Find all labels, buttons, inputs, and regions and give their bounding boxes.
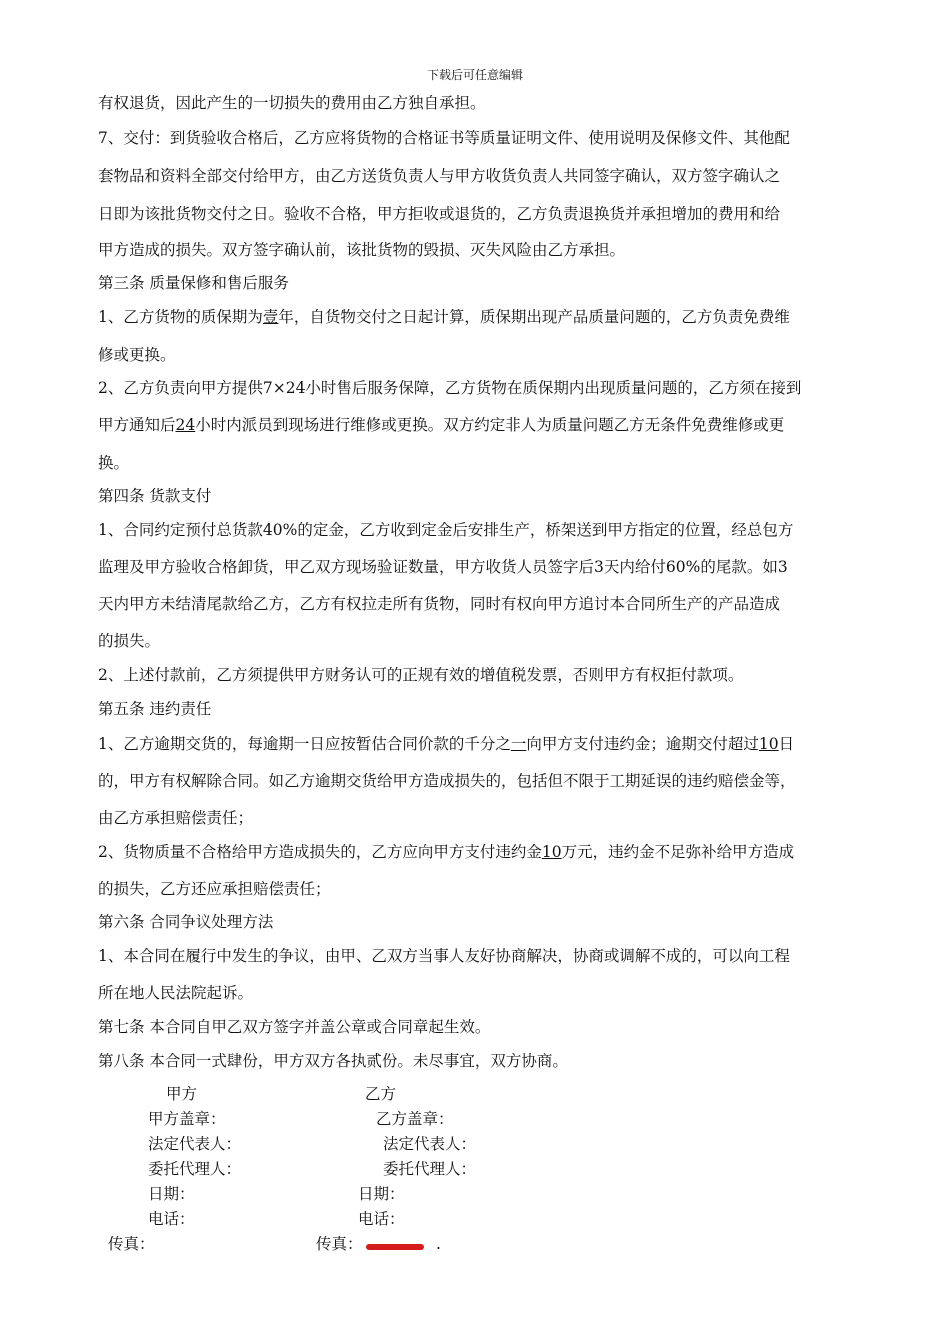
text-line: 2、乙方负责向甲方提供7×24小时售后服务保障，乙方货物在质保期内出现质量问题的，乙方须在接到: [98, 379, 802, 397]
text-line: 2、货物质量不合格给甲方造成损失的，乙方应向甲方支付违约金10万元，违约金不足弥补给甲方造成: [98, 843, 795, 861]
party-a-agent: 委托代理人：: [148, 1160, 242, 1178]
text-line: 1、本合同在履行中发生的争议，由甲、乙双方当事人友好协商解决，协商或调解不成的，可以向工程: [98, 947, 790, 965]
text-line: 的损失，乙方还应承担赔偿责任；: [98, 880, 331, 898]
party-a-label: 甲方: [166, 1085, 198, 1103]
text-line: 1、乙方逾期交货的，每逾期一日应按暂估合同价款的千分之一向甲方支付违约金；逾期交付超过10日: [98, 735, 795, 753]
redaction-mark: [366, 1244, 424, 1250]
text-line: 所在地人民法院起诉。: [98, 984, 254, 1002]
party-b-seal: 乙方盖章：: [376, 1110, 454, 1128]
underlined-value: 10: [758, 735, 779, 753]
section-heading: 第三条 质量保修和售后服务: [98, 274, 289, 292]
party-b-fax: 传真：: [316, 1235, 363, 1253]
section-heading: 第五条 违约责任: [98, 700, 212, 718]
party-a-fax: 传真：: [108, 1235, 155, 1253]
text-line: 甲方通知后24小时内派员到现场进行维修或更换。双方约定非人为质量问题乙方无条件免费维修或更: [98, 416, 785, 434]
text-line: 甲方造成的损失。双方签字确认前，该批货物的毁损、灭失风险由乙方承担。: [98, 241, 626, 259]
text-line: 第八条 本合同一式肆份，甲方双方各执贰份。未尽事宜，双方协商。: [98, 1052, 568, 1070]
party-b-agent: 委托代理人：: [383, 1160, 477, 1178]
underlined-value: 一: [510, 735, 527, 753]
party-a-representative: 法定代表人：: [148, 1135, 242, 1153]
text-line: 套物品和资料全部交付给甲方，由乙方送货负责人与甲方收货负责人共同签字确认，双方签字确认之: [98, 167, 781, 185]
text-line: 1、合同约定预付总货款40%的定金，乙方收到定金后安排生产，桥架送到甲方指定的位置，经总包方: [98, 521, 794, 539]
fax-trailing-dot: .: [436, 1235, 441, 1253]
party-b-representative: 法定代表人：: [383, 1135, 477, 1153]
text-line: 的损失。: [98, 632, 161, 650]
text-line: 7、交付：到货验收合格后，乙方应将货物的合格证书等质量证明文件、使用说明及保修文件、其他配: [98, 129, 790, 147]
text-line: 换。: [98, 454, 130, 472]
text-line: 日即为该批货物交付之日。验收不合格，甲方拒收或退货的，乙方负责退换货并承担增加的费用和给: [98, 205, 781, 223]
section-heading: 第六条 合同争议处理方法: [98, 913, 274, 931]
underlined-value: 10: [541, 843, 562, 861]
text-line: 的，甲方有权解除合同。如乙方逾期交货给甲方造成损失的，包括但不限于工期延误的违约赔偿金等，: [98, 772, 796, 790]
text-line: 修或更换。: [98, 346, 176, 364]
underlined-value: 壹: [262, 308, 279, 326]
party-a-phone: 电话：: [148, 1210, 195, 1228]
party-b-label: 乙方: [365, 1085, 397, 1103]
party-a-date: 日期：: [148, 1185, 195, 1203]
section-heading: 第四条 货款支付: [98, 487, 212, 505]
page-header: 下载后可任意编辑: [426, 68, 523, 82]
text-line: 天内甲方未结清尾款给乙方，乙方有权拉走所有货物，同时有权向甲方追讨本合同所生产的产品造成: [98, 595, 781, 613]
text-line: 1、乙方货物的质保期为壹年，自货物交付之日起计算，质保期出现产品质量问题的，乙方负责免费维: [98, 308, 790, 326]
text-line: 由乙方承担赔偿责任；: [98, 809, 254, 827]
party-b-date: 日期：: [358, 1185, 405, 1203]
text-line: 有权退货，因此产生的一切损失的费用由乙方独自承担。: [98, 94, 486, 112]
text-line: 2、上述付款前，乙方须提供甲方财务认可的正规有效的增值税发票，否则甲方有权拒付款项。: [98, 666, 744, 684]
text-line: 第七条 本合同自甲乙双方签字并盖公章或合同章起生效。: [98, 1018, 491, 1036]
party-a-seal: 甲方盖章：: [148, 1110, 226, 1128]
underlined-value: 24: [175, 416, 196, 434]
text-line: 监理及甲方验收合格卸货，甲乙双方现场验证数量，甲方收货人员签字后3天内给付60%的尾款。如3: [98, 558, 788, 576]
party-b-phone: 电话：: [358, 1210, 405, 1228]
